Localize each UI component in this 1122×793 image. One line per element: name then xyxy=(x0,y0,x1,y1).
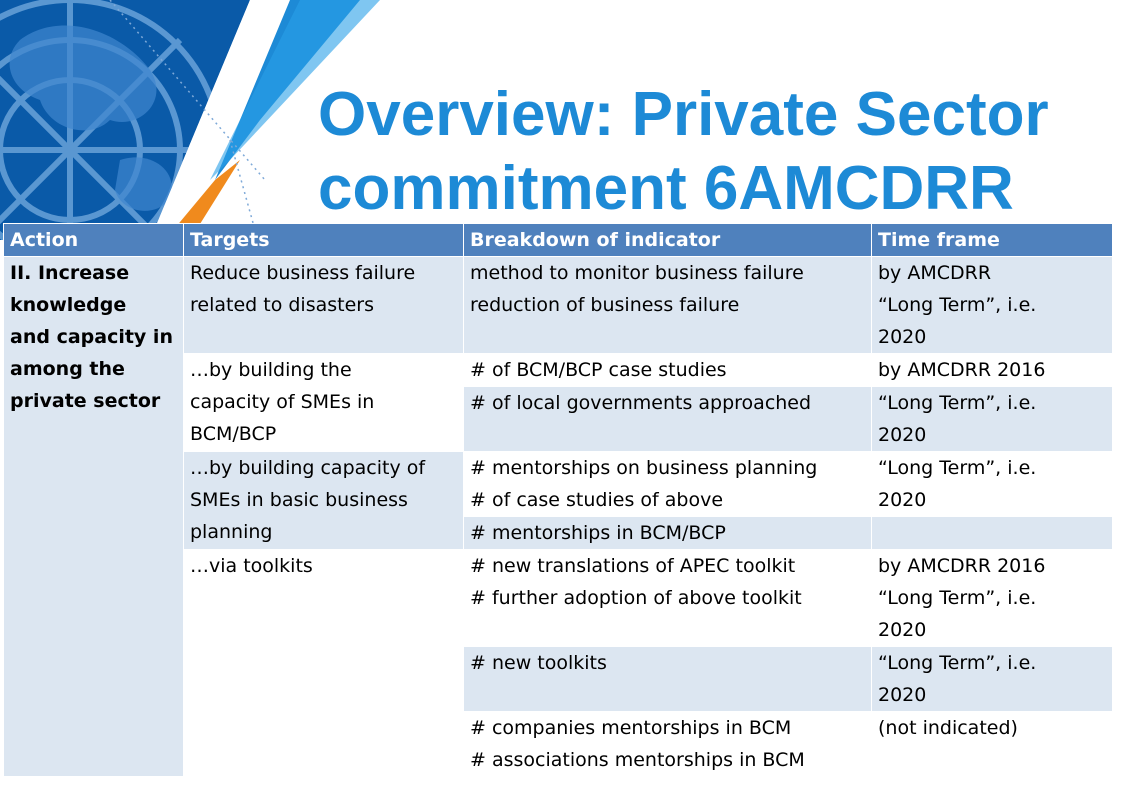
timeframe-line: “Long Term”, i.e. xyxy=(878,392,1037,414)
target-line: Reduce business failure xyxy=(190,262,416,284)
header-targets: Targets xyxy=(184,224,464,257)
indicator-line: # of local governments approached xyxy=(470,392,812,414)
indicator-table xyxy=(3,223,1113,777)
timeframe-line: “Long Term”, i.e. xyxy=(878,457,1037,479)
action-cell xyxy=(4,257,184,777)
target-line: …via toolkits xyxy=(190,555,313,577)
action-line: private sector xyxy=(10,390,161,412)
header-time-frame: Time frame xyxy=(872,224,1113,257)
target-line: …by building capacity of xyxy=(190,457,426,479)
target-line: related to disasters xyxy=(190,294,374,316)
timeframe-line: “Long Term”, i.e. xyxy=(878,652,1037,674)
timeframe-line: by AMCDRR 2016 xyxy=(878,555,1046,577)
timeframe-cell xyxy=(872,712,1113,777)
indicator-line: # associations mentorships in BCM xyxy=(470,749,805,771)
indicator-cell xyxy=(464,257,872,354)
indicator-cell xyxy=(464,550,872,647)
header-breakdown: Breakdown of indicator xyxy=(464,224,872,257)
target-line: capacity of SMEs in xyxy=(190,391,375,413)
indicator-line: # new toolkits xyxy=(470,652,607,674)
indicator-cell xyxy=(464,712,872,777)
table-header-row xyxy=(4,224,1113,257)
timeframe-line: 2020 xyxy=(878,424,927,446)
timeframe-cell xyxy=(872,452,1113,517)
indicator-line: # new translations of APEC toolkit xyxy=(470,555,796,577)
timeframe-cell xyxy=(872,647,1113,712)
timeframe-cell xyxy=(872,517,1113,550)
indicator-line: # mentorships in BCM/BCP xyxy=(470,522,726,544)
timeframe-line: 2020 xyxy=(878,619,927,641)
action-line: among the xyxy=(10,358,125,380)
timeframe-cell xyxy=(872,550,1113,647)
slide-title-line-1: Overview: Private Sector xyxy=(318,80,1049,149)
action-line: and capacity in xyxy=(10,326,173,348)
indicator-cell xyxy=(464,647,872,712)
timeframe-line: by AMCDRR xyxy=(878,262,992,284)
slide-title-line-2: commitment 6AMCDRR xyxy=(318,154,1014,223)
target-line: SMEs in basic business xyxy=(190,489,408,511)
action-line: knowledge xyxy=(10,294,127,316)
action-line: II. Increase xyxy=(10,262,130,284)
indicator-line: method to monitor business failure xyxy=(470,262,804,284)
timeframe-cell xyxy=(872,257,1113,354)
indicator-cell xyxy=(464,452,872,517)
indicator-cell xyxy=(464,354,872,387)
header-action: Action xyxy=(4,224,184,257)
target-cell xyxy=(184,257,464,354)
timeframe-line: 2020 xyxy=(878,326,927,348)
timeframe-cell xyxy=(872,354,1113,387)
timeframe-line: by AMCDRR 2016 xyxy=(878,359,1046,381)
indicator-line: # mentorships on business planning xyxy=(470,457,818,479)
indicator-line: # of BCM/BCP case studies xyxy=(470,359,727,381)
slide-title xyxy=(318,78,1108,226)
timeframe-line: 2020 xyxy=(878,489,927,511)
target-cell xyxy=(184,452,464,550)
indicator-line: # further adoption of above toolkit xyxy=(470,587,802,609)
target-cell xyxy=(184,354,464,452)
timeframe-line: (not indicated) xyxy=(878,717,1018,739)
timeframe-cell xyxy=(872,387,1113,452)
timeframe-line: “Long Term”, i.e. xyxy=(878,587,1037,609)
target-cell xyxy=(184,550,464,777)
target-line: BCM/BCP xyxy=(190,423,277,445)
indicator-cell xyxy=(464,387,872,452)
timeframe-line: “Long Term”, i.e. xyxy=(878,294,1037,316)
indicator-line: # of case studies of above xyxy=(470,489,724,511)
indicator-line: reduction of business failure xyxy=(470,294,740,316)
indicator-line: # companies mentorships in BCM xyxy=(470,717,792,739)
target-line: planning xyxy=(190,521,273,543)
target-line: …by building the xyxy=(190,359,352,381)
table-row xyxy=(4,257,1113,354)
indicator-cell xyxy=(464,517,872,550)
timeframe-line: 2020 xyxy=(878,684,927,706)
page-edge xyxy=(1112,0,1122,793)
